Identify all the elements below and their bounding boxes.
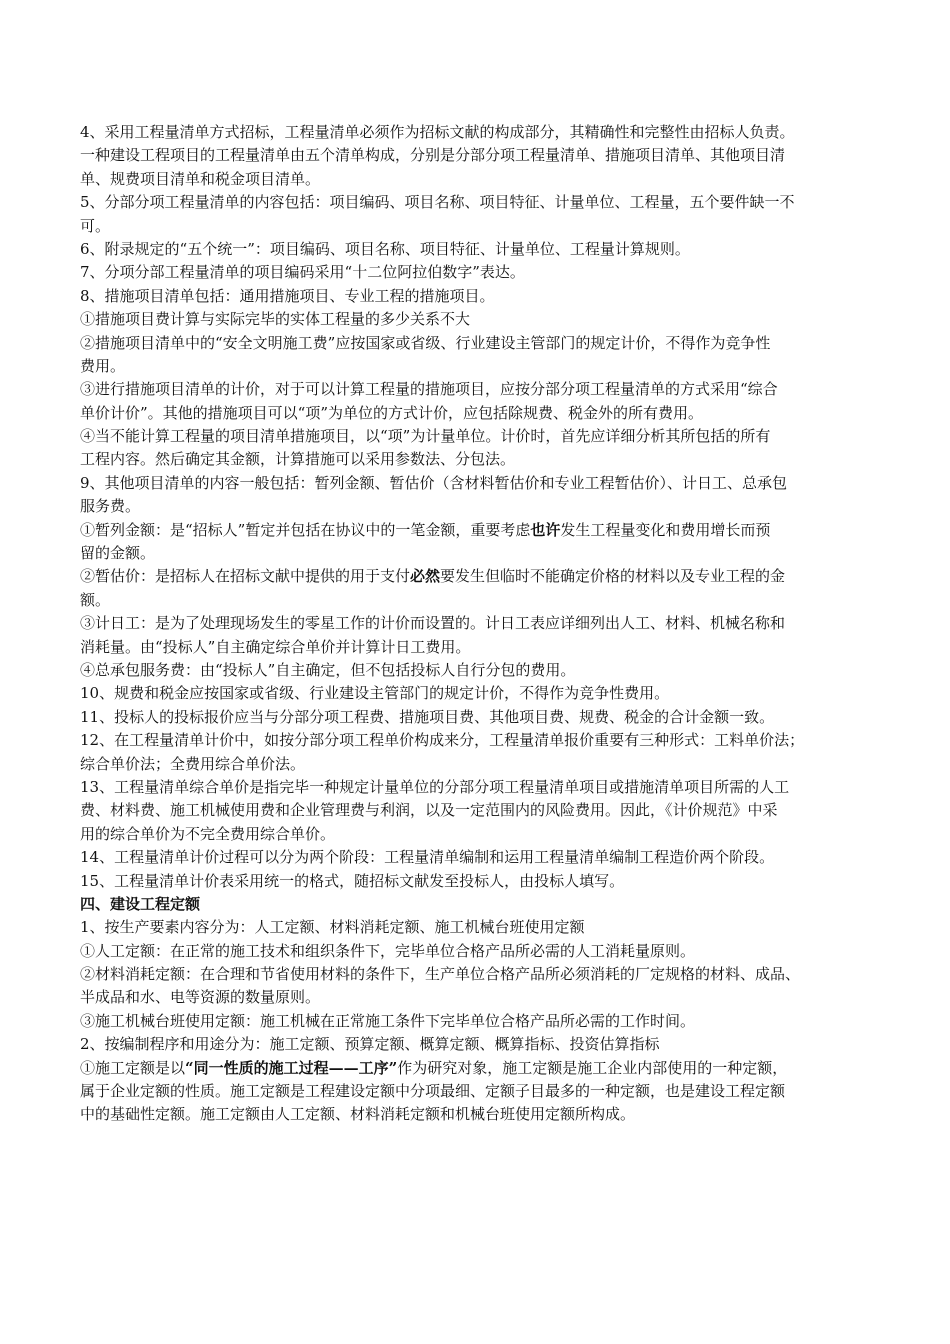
bold-emphasis: 也许 (530, 520, 561, 539)
text-line: 半成品和水、电等资源的数量原则。 (80, 988, 321, 1007)
text-line: 7、分项分部工程量清单的项目编码采用“十二位阿拉伯数字”表达。 (80, 263, 525, 282)
text-line: 留的金额。 (80, 544, 156, 563)
text-line: ①暂列金额：是“招标人”暂定并包括在协议中的一笔金额，重要考虑也许发生工程量变化和费用增长而预 (80, 520, 771, 539)
bold-emphasis: 必然 (410, 567, 441, 586)
text-line: ②措施项目清单中的“安全文明施工费”应按国家或省级、行业建设主管部门的规定计价，不得作为竞争性 (80, 333, 771, 352)
text-line: 一种建设工程项目的工程量清单由五个清单构成，分别是分部分项工程量清单、措施项目清单、其他项目清 (80, 146, 786, 165)
text-line: 中的基础性定额。施工定额由人工定额、材料消耗定额和机械台班使用定额所构成。 (80, 1105, 636, 1124)
bold-emphasis: “同一性质的施工过程——工序” (185, 1058, 398, 1077)
text-line: 可。 (80, 216, 111, 235)
text-line: ④当不能计算工程量的项目清单措施项目，以“项”为计量单位。计价时，首先应详细分析其所包括的所有 (80, 427, 771, 446)
text-line: 2、按编制程序和用途分为：施工定额、预算定额、概算定额、概算指标、投资估算指标 (80, 1035, 660, 1054)
text-line: ③计日工：是为了处理现场发生的零星工作的计价而设置的。计日工表应详细列出人工、材料、机械名称和 (80, 614, 786, 633)
text-line: 9、其他项目清单的内容一般包括：暂列金额、暂估价（含材料暂估价和专业工程暂估价）、计日工、总承包 (80, 473, 788, 492)
text-line: 综合单价法；全费用综合单价法。 (80, 754, 306, 773)
text-line: ②暂估价：是招标人在招标文献中提供的用于支付必然要发生但临时不能确定价格的材料以及专业工程的金 (80, 567, 786, 586)
text-line: 12、在工程量清单计价中，如按分部分项工程单价构成来分，工程量清单报价重要有三种形式：工料单价法； (80, 731, 805, 750)
text-line: ②材料消耗定额：在合理和节省使用材料的条件下，生产单位合格产品所必须消耗的厂定规格的材料、成品、 (80, 965, 801, 984)
text-line: 工程内容。然后确定其金额，计算措施可以采用参数法、分包法。 (80, 450, 516, 469)
text-line: ①措施项目费计算与实际完毕的实体工程量的多少关系不大 (80, 310, 471, 329)
text-line: ③施工机械台班使用定额：施工机械在正常施工条件下完毕单位合格产品所必需的工作时间。 (80, 1011, 696, 1030)
text-line: 6、附录规定的“五个统一”：项目编码、项目名称、项目特征、计量单位、工程量计算规则。 (80, 239, 690, 258)
text-line: ④总承包服务费：由“投标人”自主确定，但不包括投标人自行分包的费用。 (80, 660, 576, 679)
text-line: 用的综合单价为不完全费用综合单价。 (80, 824, 336, 843)
text-line: 单价计价”。其他的措施项目可以“项”为单位的方式计价，应包括除规费、税金外的所有费用。 (80, 403, 704, 422)
text-line: 属于企业定额的性质。施工定额是工程建设定额中分项最细、定额子目最多的一种定额，也是建设工程定额 (80, 1082, 786, 1101)
section-heading: 四、建设工程定额 (80, 894, 201, 913)
text-line: 费用。 (80, 356, 126, 375)
document-body (80, 121, 892, 1127)
text-line: ③进行措施项目清单的计价，对于可以计算工程量的措施项目，应按分部分项工程量清单的方式采用“综合 (80, 380, 778, 399)
text-line: 5、分部分项工程量清单的内容包括：项目编码、项目名称、项目特征、计量单位、工程量，五个要件缺一不 (80, 193, 795, 212)
text-line: 8、措施项目清单包括：通用措施项目、专业工程的措施项目。 (80, 286, 495, 305)
text-line: 4、采用工程量清单方式招标，工程量清单必须作为招标文献的构成部分，其精确性和完整性由招标人负责。 (80, 123, 795, 141)
text-line: 额。 (80, 590, 111, 609)
text-line: 10、规费和税金应按国家或省级、行业建设主管部门的规定计价，不得作为竞争性费用。 (80, 684, 670, 703)
text-line: 15、工程量清单计价表采用统一的格式，随招标文献发至投标人，由投标人填写。 (80, 871, 625, 890)
text-line: 1、按生产要素内容分为：人工定额、材料消耗定额、施工机械台班使用定额 (80, 918, 585, 937)
text-line: 13、工程量清单综合单价是指完毕一种规定计量单位的分部分项工程量清单项目或措施清单项目所需的人工 (80, 777, 790, 796)
text-line: ①施工定额是以“同一性质的施工过程——工序”作为研究对象，施工定额是施工企业内部使用的一种定额， (80, 1058, 788, 1077)
text-line: 11、投标人的投标报价应当与分部分项工程费、措施项目费、其他项目费、规费、税金的合计金额一致。 (80, 707, 775, 726)
text-line: ①人工定额：在正常的施工技术和组织条件下，完毕单位合格产品所必需的人工消耗量原则。 (80, 941, 696, 960)
text-line: 消耗量。由“投标人”自主确定综合单价并计算计日工费用。 (80, 637, 471, 656)
text-line: 服务费。 (80, 497, 141, 516)
text-line: 费、材料费、施工机械使用费和企业管理费与利润，以及一定范围内的风险费用。因此，《计价规范》中采 (80, 801, 778, 820)
text-line: 单、规费项目清单和税金项目清单。 (80, 169, 321, 188)
text-line: 14、工程量清单计价过程可以分为两个阶段：工程量清单编制和运用工程量清单编制工程造价两个阶段。 (80, 848, 775, 867)
